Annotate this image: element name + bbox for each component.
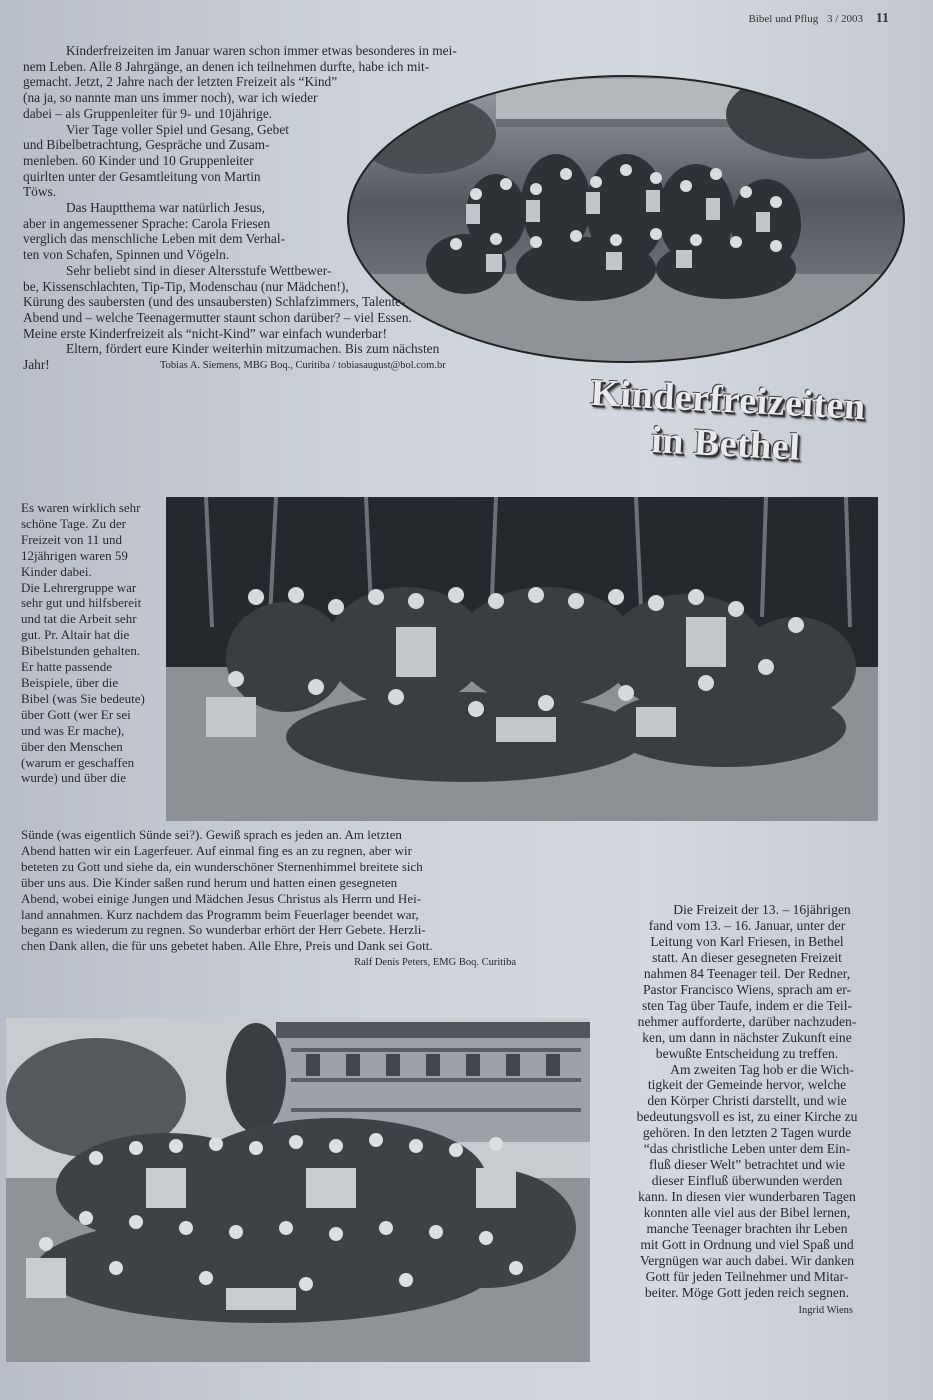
- line: “das christliche Leben unter dem Ein-: [643, 1141, 851, 1157]
- line: tigkeit der Gemeinde hervor, welche: [647, 1077, 847, 1093]
- line: manche Teenager brachten ihr Leben: [646, 1221, 848, 1237]
- page-header: [749, 11, 889, 27]
- line: fluß dieser Welt” betrachtet und wie: [648, 1157, 846, 1173]
- line: Abend und – welche Teenagermutter staunt schon darüber? – viel Essen.: [23, 309, 412, 325]
- line: statt. An dieser gesegneten Freizeit: [652, 949, 842, 965]
- line: bewußte Entscheidung zu treffen.: [655, 1045, 839, 1061]
- line: menleben. 60 Kinder und 10 Gruppenleiter: [23, 152, 254, 168]
- line: Am zweiten Tag hob er die Wich-: [670, 1061, 854, 1077]
- line: gut. Pr. Altair hat die: [21, 627, 130, 643]
- line: schöne Tage. Zu der: [21, 515, 126, 531]
- line: den Körper Christi darstellt, und wie: [647, 1093, 847, 1109]
- line: Vergnügen war auch dabei. Wir danken: [639, 1252, 855, 1268]
- line: ken, um dann in nächster Zukunft eine: [642, 1029, 852, 1045]
- line: Leitung von Karl Friesen, in Bethel: [650, 933, 844, 949]
- line: Pastor Francisco Wiens, sprach am er-: [642, 981, 852, 997]
- line: Meine erste Kinderfreizeit als “nicht-Kind” war einfach wunderbar!: [23, 325, 387, 341]
- line: Freizeit von 11 und: [21, 531, 122, 547]
- line: Bibelstunden gehalten.: [21, 643, 141, 659]
- line: Vier Tage voller Spiel und Gesang, Gebet: [66, 121, 289, 137]
- line: 12jährigen waren 59: [21, 547, 128, 563]
- article1-para5: [23, 341, 533, 372]
- article1-para1: [23, 43, 533, 122]
- article1-para3: [23, 200, 533, 263]
- line: Abend hatten wir ein Lagerfeuer. Auf einmal fing es an zu regnen, aber wir: [21, 842, 412, 858]
- line: bedeutungsvoll es ist, zu einer Kirche zu: [636, 1109, 858, 1125]
- line: über Gott (wer Er sei: [21, 706, 131, 722]
- line: Das Hauptthema war natürlich Jesus,: [66, 200, 265, 216]
- line: Abend, wobei einige Jungen und Mädchen Jesus Christus als Herrn und Hei-: [21, 890, 422, 906]
- article1-text: [23, 43, 533, 373]
- line: ten von Schafen, Spinnen und Vögeln.: [23, 247, 230, 263]
- line: fand vom 13. – 16. Januar, unter der: [648, 917, 846, 933]
- line: Die Lehrergruppe war: [21, 579, 137, 595]
- line: Die Freizeit der 13. – 16jährigen: [673, 902, 851, 917]
- article3-para2: [607, 1062, 887, 1301]
- publication-name: Bibel und Pflug: [748, 13, 819, 25]
- line: Kinder dabei.: [21, 563, 92, 579]
- article3-text: [607, 902, 887, 1319]
- line: über uns aus. Die Kinder saßen rund herum und hatten einen gesegneten: [21, 874, 398, 890]
- line: Gott für jeden Teilnehmer und Mitar-: [645, 1268, 849, 1284]
- article3-para1: [607, 902, 887, 1062]
- line: chen Dank allen, die für uns gebetet haben. Alle Ehre, Preis und Dank sei Gott.: [21, 938, 433, 954]
- line: mit Gott in Ordnung und viel Spaß und: [640, 1237, 854, 1253]
- line: und tat die Arbeit sehr: [21, 611, 137, 627]
- article1-para2: [23, 122, 533, 201]
- line: beteten zu Gott und siehe da, ein wunderschöner Sternenhimmel breitete sich: [21, 858, 423, 874]
- article3-credit: Ingrid Wiens: [798, 1304, 853, 1316]
- line: konnten alle viel aus der Bibel lernen,: [643, 1205, 851, 1221]
- line: über den Menschen: [21, 738, 123, 754]
- line: Kinderfreizeiten im Januar waren schon immer etwas besonderes in mei-: [66, 43, 457, 58]
- line: Kürung des saubersten (und des unsaubersten) Schlafzimmers, Talente-: [23, 294, 406, 310]
- line: Beispiele, über die: [21, 674, 119, 690]
- line: Töws.: [23, 184, 57, 200]
- article-title: [560, 369, 894, 474]
- line: gehören. In den letzten 2 Tagen wurde: [642, 1125, 852, 1141]
- line: wurde) und über die: [21, 770, 127, 786]
- line: Eltern, fördert eure Kinder weiterhin mitzumachen. Bis zum nächsten: [66, 341, 440, 357]
- line: dabei – als Gruppenleiter für 9- und 10jährige.: [23, 105, 273, 121]
- line: (warum er geschaffen: [21, 754, 135, 770]
- line: Es waren wirklich sehr: [21, 500, 141, 515]
- line: begann es wiederum zu regnen. So wunderbar erhört der Herr Gebete. Herzli-: [21, 922, 426, 938]
- line: Er hatte passende: [21, 659, 112, 675]
- line: und Bibelbetrachtung, Gespräche und Zusam-: [23, 137, 270, 153]
- line: nahmen 84 Teenager teil. Der Redner,: [643, 965, 851, 981]
- article2-narrow-column: [21, 500, 166, 786]
- page-number: 11: [875, 11, 889, 26]
- line: Jahr!: [23, 357, 50, 373]
- article1-para4: [23, 263, 533, 342]
- line: sehr gut und hilfsbereit: [21, 595, 142, 611]
- line: dieser Einfluß überwunden werden: [651, 1173, 843, 1189]
- line: sten Tag über Taufe, indem er die Teil-: [641, 997, 853, 1013]
- title-line1: Kinderfreizeiten: [589, 371, 867, 429]
- line: (na ja, so nannte man uns immer noch), war ich wieder: [23, 90, 318, 106]
- line: gemacht. Jetzt, 2 Jahre nach der letzten Freizeit als “Kind”: [23, 74, 338, 90]
- line: Sünde (was eigentlich Sünde sei?). Gewiß sprach es jeden an. Am letzten: [21, 827, 402, 842]
- article1-credit: Tobias A. Siemens, MBG Boq., Curitiba / tobiasaugust@bol.com.br: [160, 360, 446, 372]
- line: quirlten unter der Gesamtleitung von Martin: [23, 168, 261, 184]
- line: be, Kissenschlachten, Tip-Tip, Modenschau (nur Mädchen!),: [23, 278, 349, 294]
- group-photo-3: [6, 1018, 590, 1362]
- line: aber in angemessener Sprache: Carola Friesen: [23, 215, 271, 231]
- group-photo-2: [166, 497, 878, 821]
- line: kann. In diesen vier wunderbaren Tagen: [638, 1189, 856, 1205]
- article2-credit: Ralf Denis Peters, EMG Boq. Curitiba: [354, 957, 516, 969]
- line: nem Leben. Alle 8 Jahrgänge, an denen ich teilnehmen durfte, habe ich mit-: [23, 58, 430, 74]
- article2-wide-text: [21, 827, 516, 971]
- line: nehmer aufforderte, darüber nachzuden-: [637, 1013, 857, 1029]
- issue-number: 3 / 2003: [826, 13, 864, 25]
- line: verglich das menschliche Leben mit dem Verhal-: [23, 231, 286, 247]
- line: Bibel (was Sie bedeute): [21, 690, 145, 706]
- line: und was Er mache),: [21, 722, 125, 738]
- line: Sehr beliebt sind in dieser Altersstufe Wettbewer-: [66, 262, 332, 278]
- line: beiter. Möge Gott jeden reich segnen.: [644, 1284, 850, 1300]
- title-line2: in Bethel: [650, 419, 802, 469]
- line: land annahmen. Kurz nachdem das Programm beim Feuerlager beendet war,: [21, 906, 419, 922]
